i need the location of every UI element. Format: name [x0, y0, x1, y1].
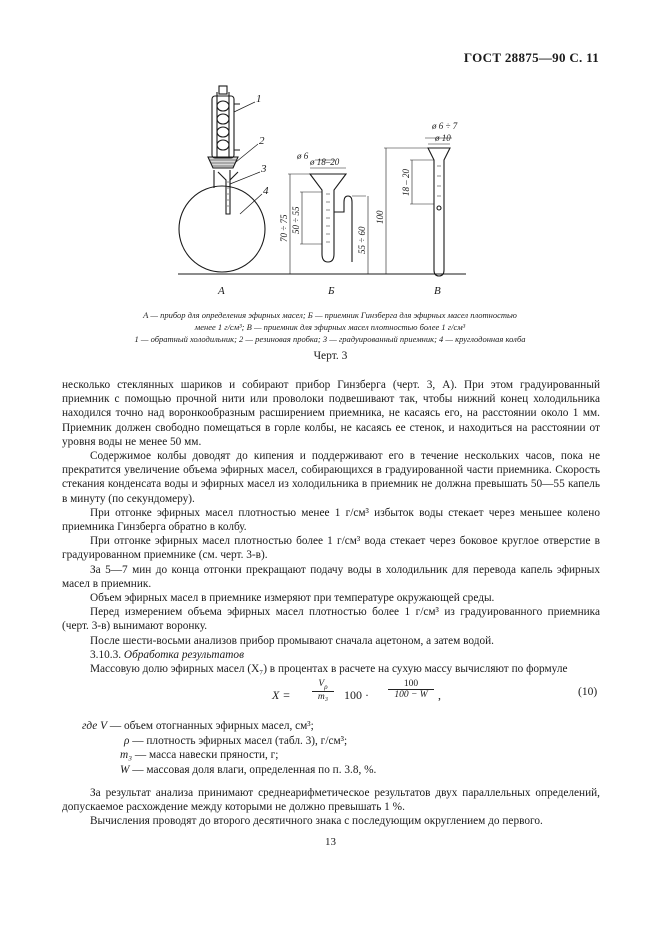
paragraph: Содержимое колбы доводят до кипения и поддерживают его в течение нескольких часов, пока не прекратится увеличение объема эфирных масел, собирающихся в градуированной части приемника. Скорость стекания конденсата воды и эфирных масел из холодильника в приемник не должна превышать 50—55 капель в минуту (по секундомеру). — [62, 450, 600, 505]
fraction-num: $V_\rho$ — [318, 679, 328, 691]
dim-b-h-scale: 50 ÷ 55 — [291, 206, 301, 234]
paragraph: Вычисления проводят до второго десятичного знака с последующим округлением до первого. — [90, 815, 543, 828]
dim-b-h-side: 55 ÷ 60 — [357, 226, 367, 254]
dim-b-d-bottom: ø 6 — [297, 151, 309, 161]
body-text — [62, 378, 600, 676]
formula-10 — [272, 681, 512, 721]
paragraph: За результат анализа принимают среднеарифметическое результатов двух параллельных определений, допускаемое расхождение между которыми не должно превышать 1 %. — [62, 787, 600, 814]
page-number: 13 — [325, 836, 336, 848]
round-bottom-flask — [179, 170, 265, 272]
ginzberg-receiver — [310, 174, 352, 262]
section-title: Обработка результатов — [123, 648, 244, 661]
figure-caption-line-3: 1 — обратный холодильник; 2 — резиновая пробка; 3 — градуированный приемник; 4 — круглодонная колба — [134, 334, 526, 344]
definition-item: где V — объем отогнанных эфирных масел, см³; — [82, 720, 314, 732]
formula-lhs: X = — [272, 688, 291, 702]
formula-tail: , — [438, 688, 441, 702]
fraction-den: 100 − W — [394, 690, 428, 700]
label-v: В — [434, 285, 441, 297]
callout-4: 4 — [263, 185, 269, 197]
paragraph: За 5—7 мин до конца отгонки прекращают подачу воды в холодильник для перевода капель эфирных масел в приемник. — [62, 563, 600, 590]
fraction-num: 100 — [403, 679, 419, 689]
figure-caption-line-1: А — прибор для определения эфирных масел; Б — приемник Гинзберга для эфирных масел плотностью — [143, 310, 517, 320]
paragraph: При отгонке эфирных масел плотностью более 1 г/см³ вода стекает через боковое круглое отверстие в градуированном приемнике (см. черт. 3-в). — [62, 535, 600, 562]
paragraph: При отгонке эфирных масел плотностью менее 1 г/см³ избыток воды стекает через меньшее колено приемника Гинзберга обратно в колбу. — [62, 506, 600, 534]
receiver-heavy-oils — [428, 148, 450, 276]
dim-v-d-top: ø 6 ÷ 7 — [432, 121, 458, 131]
reflux-condenser — [212, 86, 240, 158]
apparatus-figure — [150, 84, 500, 304]
section-number: 3.10.3. — [90, 648, 122, 661]
fraction-v-m3 — [312, 679, 334, 702]
closing-text — [62, 786, 600, 829]
formula-mult: 100 · — [344, 688, 369, 702]
paragraph: Объем эфирных масел в приемнике измеряют при температуре окружающей среды. — [90, 592, 495, 605]
definition-item: m₃ — масса навески пряности, г; — [120, 749, 279, 761]
callout-1: 1 — [256, 93, 262, 105]
equation-number: (10) — [578, 686, 598, 698]
label-a: А — [218, 285, 225, 297]
callout-2: 2 — [259, 135, 265, 147]
graduated-receiver-in-flask — [218, 172, 238, 214]
definition-item: ρ — плотность эфирных масел (табл. 3), г/см³; — [124, 734, 348, 747]
definition-item: W — массовая доля влаги, определенная по п. 3.8, %. — [120, 763, 377, 776]
dim-b-d-top: ø 18–20 — [310, 157, 340, 167]
callout-3: 3 — [261, 163, 267, 175]
figure-title: Черт. 3 — [313, 350, 348, 362]
label-b: Б — [328, 285, 335, 297]
dim-v-d-main: ø 10 — [435, 133, 451, 143]
fraction-den: m₃ — [317, 691, 329, 702]
fraction-100-w — [388, 679, 434, 700]
definitions-list — [82, 719, 376, 777]
dim-b-h-total: 70 ÷ 75 — [279, 214, 289, 242]
section-heading — [62, 648, 600, 662]
page-header: ГОСТ 28875—90 С. 11 — [463, 50, 599, 65]
figure-caption-line-2: менее 1 г/см³; В — приемник для эфирных масел плотностью более 1 г/см³ — [194, 322, 466, 332]
paragraph: Перед измерением объема эфирных масел плотностью более 1 г/см³ из градуированного приемника (черт. 3-в) вынимают воронку. — [62, 606, 600, 633]
rubber-stopper — [208, 157, 238, 168]
dim-v-h-scale: 18 – 20 — [401, 169, 411, 196]
formula-intro: Массовую долю эфирных масел (X₇) в процентах в расчете на сухую массу вычисляют по формуле — [90, 663, 568, 676]
paragraph: После шести-восьми анализов прибор промывают сначала ацетоном, а затем водой. — [90, 634, 494, 647]
paragraph: несколько стеклянных шариков и собирают прибор Гинзберга (черт. 3, А). При этом градуированный приемник с помощью прочной нити или проволоки подвешивают так, чтобы нижний конец холодильника находился точно над воронкообразным расширением приемника, не касаясь его, на расстоянии около 1 мм. Приемник должен свободно помещаться в горле колбы, не касаясь ее стенок, и находиться на расстоянии от уровня воды не менее 50 мм. — [62, 379, 600, 448]
dim-v-h-total: 100 — [375, 210, 385, 224]
